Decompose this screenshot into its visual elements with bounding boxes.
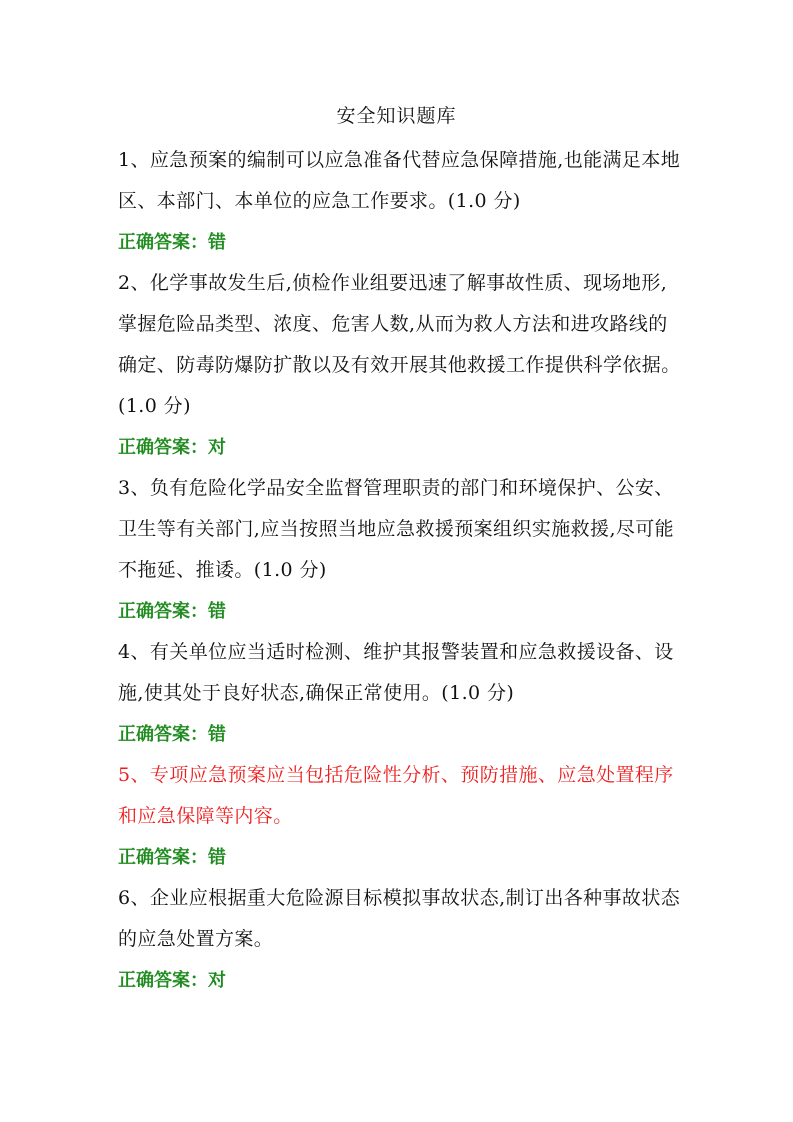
answer-6 <box>118 960 683 1001</box>
question-3: 3、负有危险化学品安全监督管理职责的部门和环境保护、公安、卫生等有关部门,应当按照当地应急救援预案组织实施救援,尽可能不拖延、推诿。(1.0 分) <box>118 477 675 581</box>
question-1: 1、应急预案的编制可以应急准备代替应急保障措施,也能满足本地区、本部门、本单位的应急工作要求。(1.0 分) <box>118 149 681 212</box>
answer-value: 对 <box>208 970 226 991</box>
answer-label: 正确答案： <box>118 724 208 745</box>
page-title: 安全知识题库 <box>336 105 457 127</box>
answer-value: 错 <box>208 232 226 253</box>
answer-3 <box>118 591 683 632</box>
answer-5 <box>118 837 683 878</box>
answer-label: 正确答案： <box>118 970 208 991</box>
question-2: 2、化学事故发生后,侦检作业组要迅速了解事故性质、现场地形,掌握危险品类型、浓度、危害人数,从而为救人方法和进攻路线的确定、防毒防爆防扩散以及有效开展其他救援工作提供科学依据。(1.0 分) <box>118 272 681 417</box>
answer-2 <box>118 427 683 468</box>
answer-value: 错 <box>208 601 226 622</box>
question-5: 5、专项应急预案应当包括危险性分析、预防措施、应急处置程序和应急保障等内容。 <box>118 764 674 827</box>
answer-1 <box>118 222 683 263</box>
answer-value: 错 <box>208 847 226 868</box>
question-list <box>118 140 683 1001</box>
question-6: 6、企业应根据重大危险源目标模拟事故状态,制订出各种事故状态的应急处置方案。 <box>118 887 681 950</box>
answer-value: 对 <box>208 437 226 458</box>
answer-label: 正确答案： <box>118 437 208 458</box>
answer-label: 正确答案： <box>118 232 208 253</box>
answer-value: 错 <box>208 724 226 745</box>
answer-label: 正确答案： <box>118 601 208 622</box>
answer-4 <box>118 714 683 755</box>
answer-label: 正确答案： <box>118 847 208 868</box>
question-4: 4、有关单位应当适时检测、维护其报警装置和应急救援设备、设施,使其处于良好状态,确保正常使用。(1.0 分) <box>118 641 674 704</box>
